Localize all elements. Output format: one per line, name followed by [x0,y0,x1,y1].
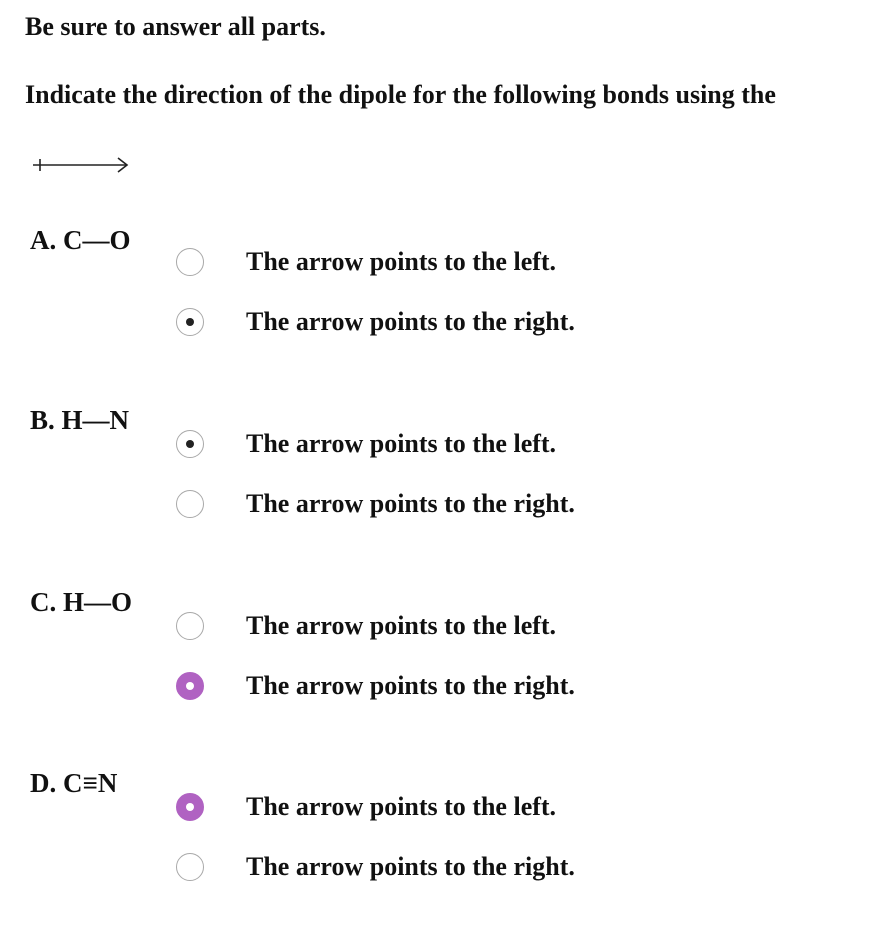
radio-b-right[interactable] [176,490,204,518]
option-d-right-label: The arrow points to the right. [246,852,575,881]
dipole-arrow-icon [30,153,130,177]
option-a-left[interactable] [176,247,556,277]
option-c-right[interactable] [176,671,575,701]
option-c-left-label: The arrow points to the left. [246,611,557,640]
question-prompt: Indicate the direction of the dipole for the following bonds using the [25,80,776,109]
bond-label-a: A. C—O [30,225,131,255]
option-d-right[interactable] [176,852,575,882]
radio-d-right[interactable] [176,853,204,881]
option-d-left[interactable] [176,792,556,822]
option-c-left[interactable] [176,611,556,641]
option-a-left-label: The arrow points to the left. [246,247,557,276]
option-a-right-label: The arrow points to the right. [246,307,575,336]
radio-a-left[interactable] [176,248,204,276]
radio-c-right[interactable] [176,672,204,700]
option-b-left[interactable] [176,429,556,459]
radio-d-left[interactable] [176,793,204,821]
option-a-right[interactable] [176,307,575,337]
instructions-text: Be sure to answer all parts. [25,12,326,41]
question-d [0,768,890,918]
bond-label-c: C. H—O [30,587,133,617]
option-b-right-label: The arrow points to the right. [246,489,575,518]
option-c-right-label: The arrow points to the right. [246,671,575,700]
bond-label-b: B. H—N [30,405,130,435]
radio-c-left[interactable] [176,612,204,640]
question-c [0,587,890,737]
option-b-right[interactable] [176,489,575,519]
bond-label-d: D. C≡N [30,768,118,798]
option-b-left-label: The arrow points to the left. [246,429,557,458]
option-d-left-label: The arrow points to the left. [246,792,557,821]
radio-b-left[interactable] [176,430,204,458]
question-b [0,405,890,555]
radio-a-right[interactable] [176,308,204,336]
question-a [0,225,890,375]
